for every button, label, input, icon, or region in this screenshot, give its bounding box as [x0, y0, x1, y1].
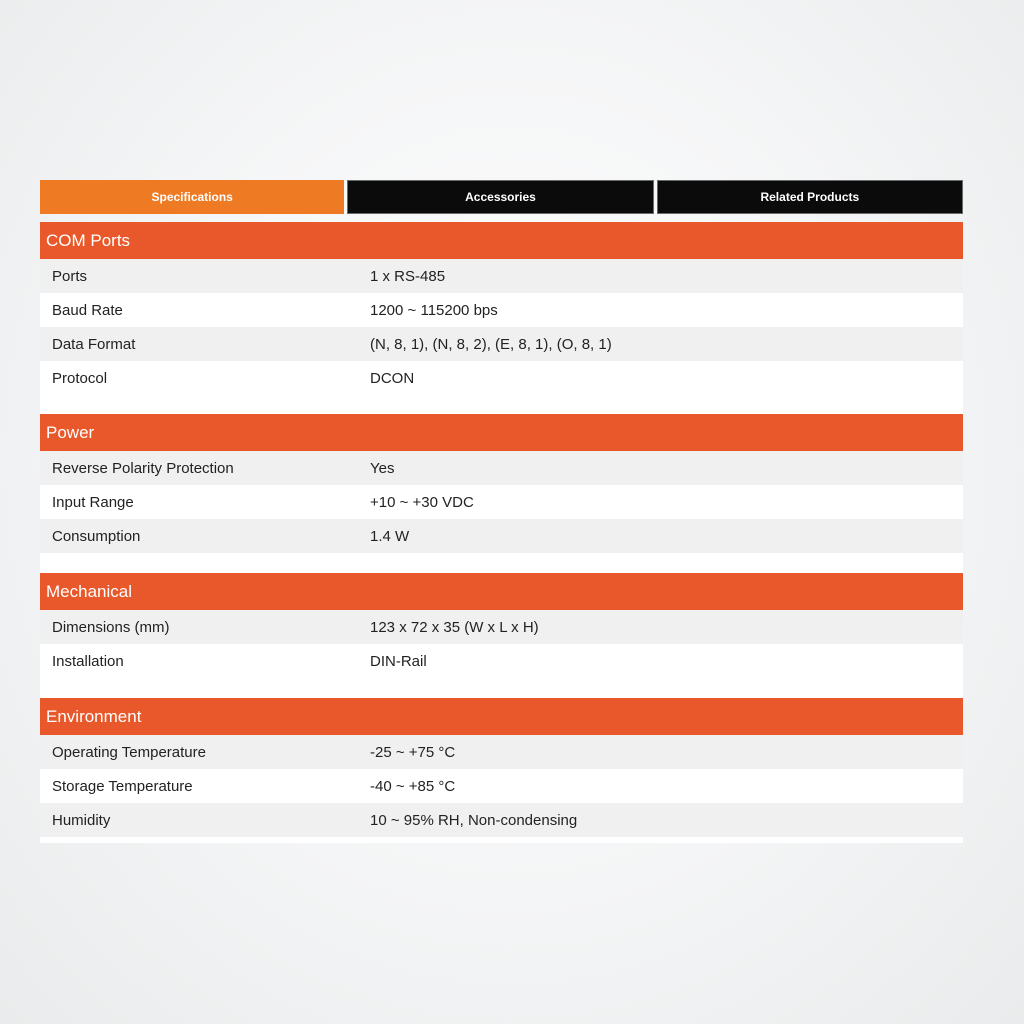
tab-accessories[interactable]: Accessories [347, 180, 653, 214]
spec-row [40, 610, 963, 644]
spec-value: 10 ~ 95% RH, Non-condensing [370, 811, 578, 829]
spec-value: -40 ~ +85 °C [370, 777, 456, 795]
spec-sections [40, 222, 963, 843]
spec-value: DIN-Rail [370, 652, 427, 670]
spec-value: 123 x 72 x 35 (W x L x H) [370, 618, 539, 636]
spec-row [40, 769, 963, 803]
section-header: COM Ports [40, 222, 963, 259]
spec-row [40, 327, 963, 361]
spec-value: -25 ~ +75 °C [370, 743, 456, 761]
section-spacer [40, 395, 963, 414]
spec-label: Operating Temperature [52, 743, 206, 761]
spec-label: Protocol [52, 369, 108, 387]
section-header: Mechanical [40, 573, 963, 610]
spec-row [40, 519, 963, 553]
spec-row [40, 644, 963, 678]
spec-label: Humidity [52, 811, 111, 829]
spec-label: Reverse Polarity Protection [52, 459, 234, 477]
spec-value: 1.4 W [370, 527, 410, 545]
section-mechanical [40, 573, 963, 698]
spec-row [40, 361, 963, 395]
spec-row [40, 293, 963, 327]
spec-row [40, 803, 963, 837]
spec-value: +10 ~ +30 VDC [370, 493, 474, 511]
spec-label: Installation [52, 652, 124, 670]
spec-label: Baud Rate [52, 301, 123, 319]
spec-label: Data Format [52, 335, 136, 353]
spec-row [40, 485, 963, 519]
spec-value: DCON [370, 369, 415, 387]
section-environment [40, 698, 963, 843]
spec-value: 1 x RS-485 [370, 267, 446, 285]
section-header: Environment [40, 698, 963, 735]
spec-label: Input Range [52, 493, 134, 511]
tab-bar [40, 180, 963, 214]
spec-value: (N, 8, 1), (N, 8, 2), (E, 8, 1), (O, 8, 1) [370, 335, 612, 353]
spec-row [40, 451, 963, 485]
spec-label: Storage Temperature [52, 777, 193, 795]
section-spacer [40, 553, 963, 573]
spec-row [40, 259, 963, 293]
section-spacer [40, 837, 963, 843]
section-spacer [40, 678, 963, 698]
spec-label: Dimensions (mm) [52, 618, 170, 636]
section-power [40, 414, 963, 573]
section-header: Power [40, 414, 963, 451]
section-com-ports [40, 222, 963, 414]
spec-panel [40, 180, 963, 843]
tab-related-products[interactable]: Related Products [657, 180, 963, 214]
spec-label: Consumption [52, 527, 141, 545]
spec-value: 1200 ~ 115200 bps [370, 301, 498, 319]
tab-specifications[interactable]: Specifications [40, 180, 344, 214]
spec-label: Ports [52, 267, 88, 285]
spec-row [40, 735, 963, 769]
spec-value: Yes [370, 459, 395, 477]
